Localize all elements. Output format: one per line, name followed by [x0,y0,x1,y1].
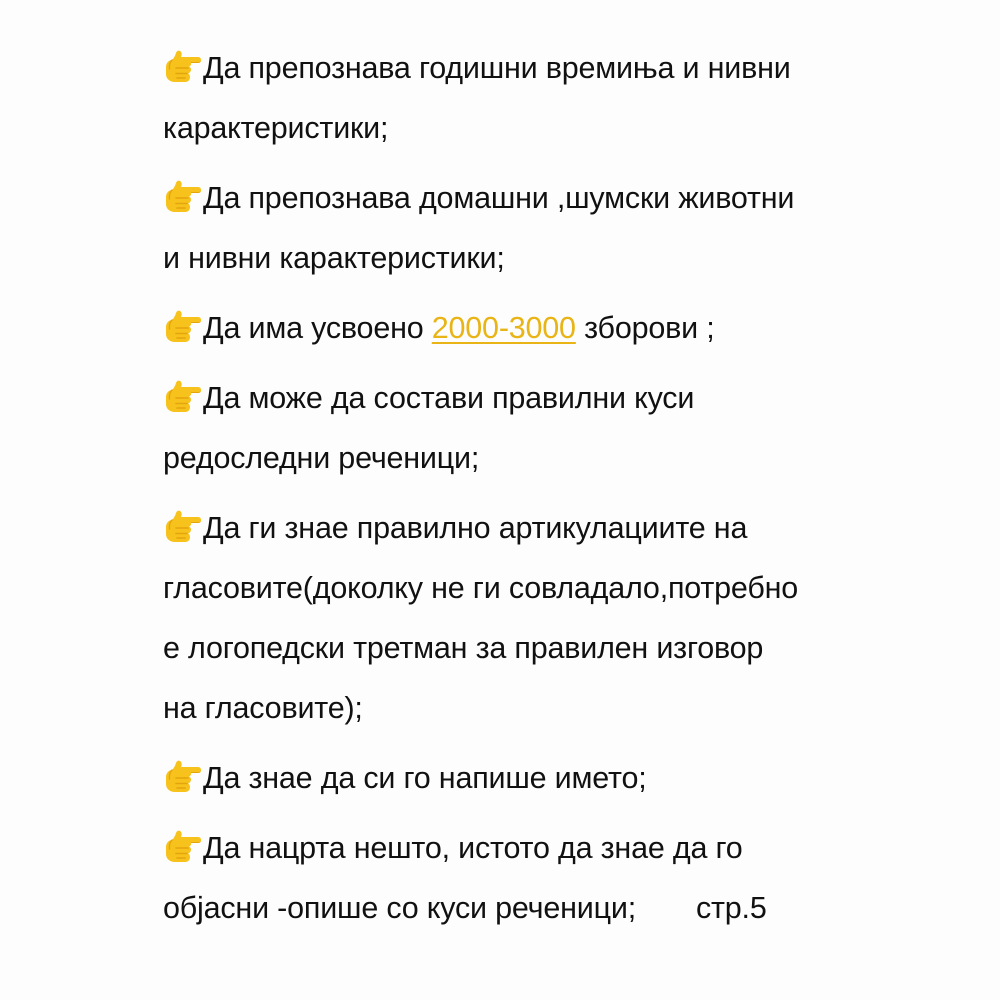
list-item [163,38,863,158]
pointing-hand-icon [163,504,201,540]
item-text: и нивни карактеристики; [163,241,505,275]
item-text: Да може да состави правилни куси [203,381,695,415]
page-number: стр.5 [695,891,767,925]
pointing-hand-icon [163,754,201,790]
pointing-hand-icon [163,44,201,80]
item-text: Да препознава годишни времиња и нивни [203,51,791,85]
item-text: Да има усвоено [203,311,432,345]
number-range-link[interactable]: 2000-3000 [431,311,576,345]
item-text: гласовите(доколку не ги совладало,потребно [163,571,799,605]
list-item [163,748,863,808]
list-item [163,298,863,358]
pointing-hand-icon [163,174,201,210]
pointing-hand-icon [163,304,201,340]
item-text: Да нацрта нешто, истото да знае да го [203,831,743,865]
item-text: Да препознава домашни ,шумски животни [203,181,795,215]
list-item [163,168,863,288]
pointing-hand-icon [163,824,201,860]
list-item [163,368,863,488]
item-text: Да знае да си го напише името; [203,761,647,795]
list-item [163,498,863,738]
item-text: редоследни реченици; [163,441,480,475]
requirements-list [163,38,863,948]
item-text: зборови ; [575,311,715,345]
list-item [163,818,863,938]
pointing-hand-icon [163,374,201,410]
item-text: објасни -опише со куси реченици; [163,891,636,925]
item-text: Да ги знае правилно артикулациите на [203,511,748,545]
item-text: на гласовите); [163,691,363,725]
item-text: е логопедски третман за правилен изговор [163,631,764,665]
item-text: карактеристики; [163,111,389,145]
